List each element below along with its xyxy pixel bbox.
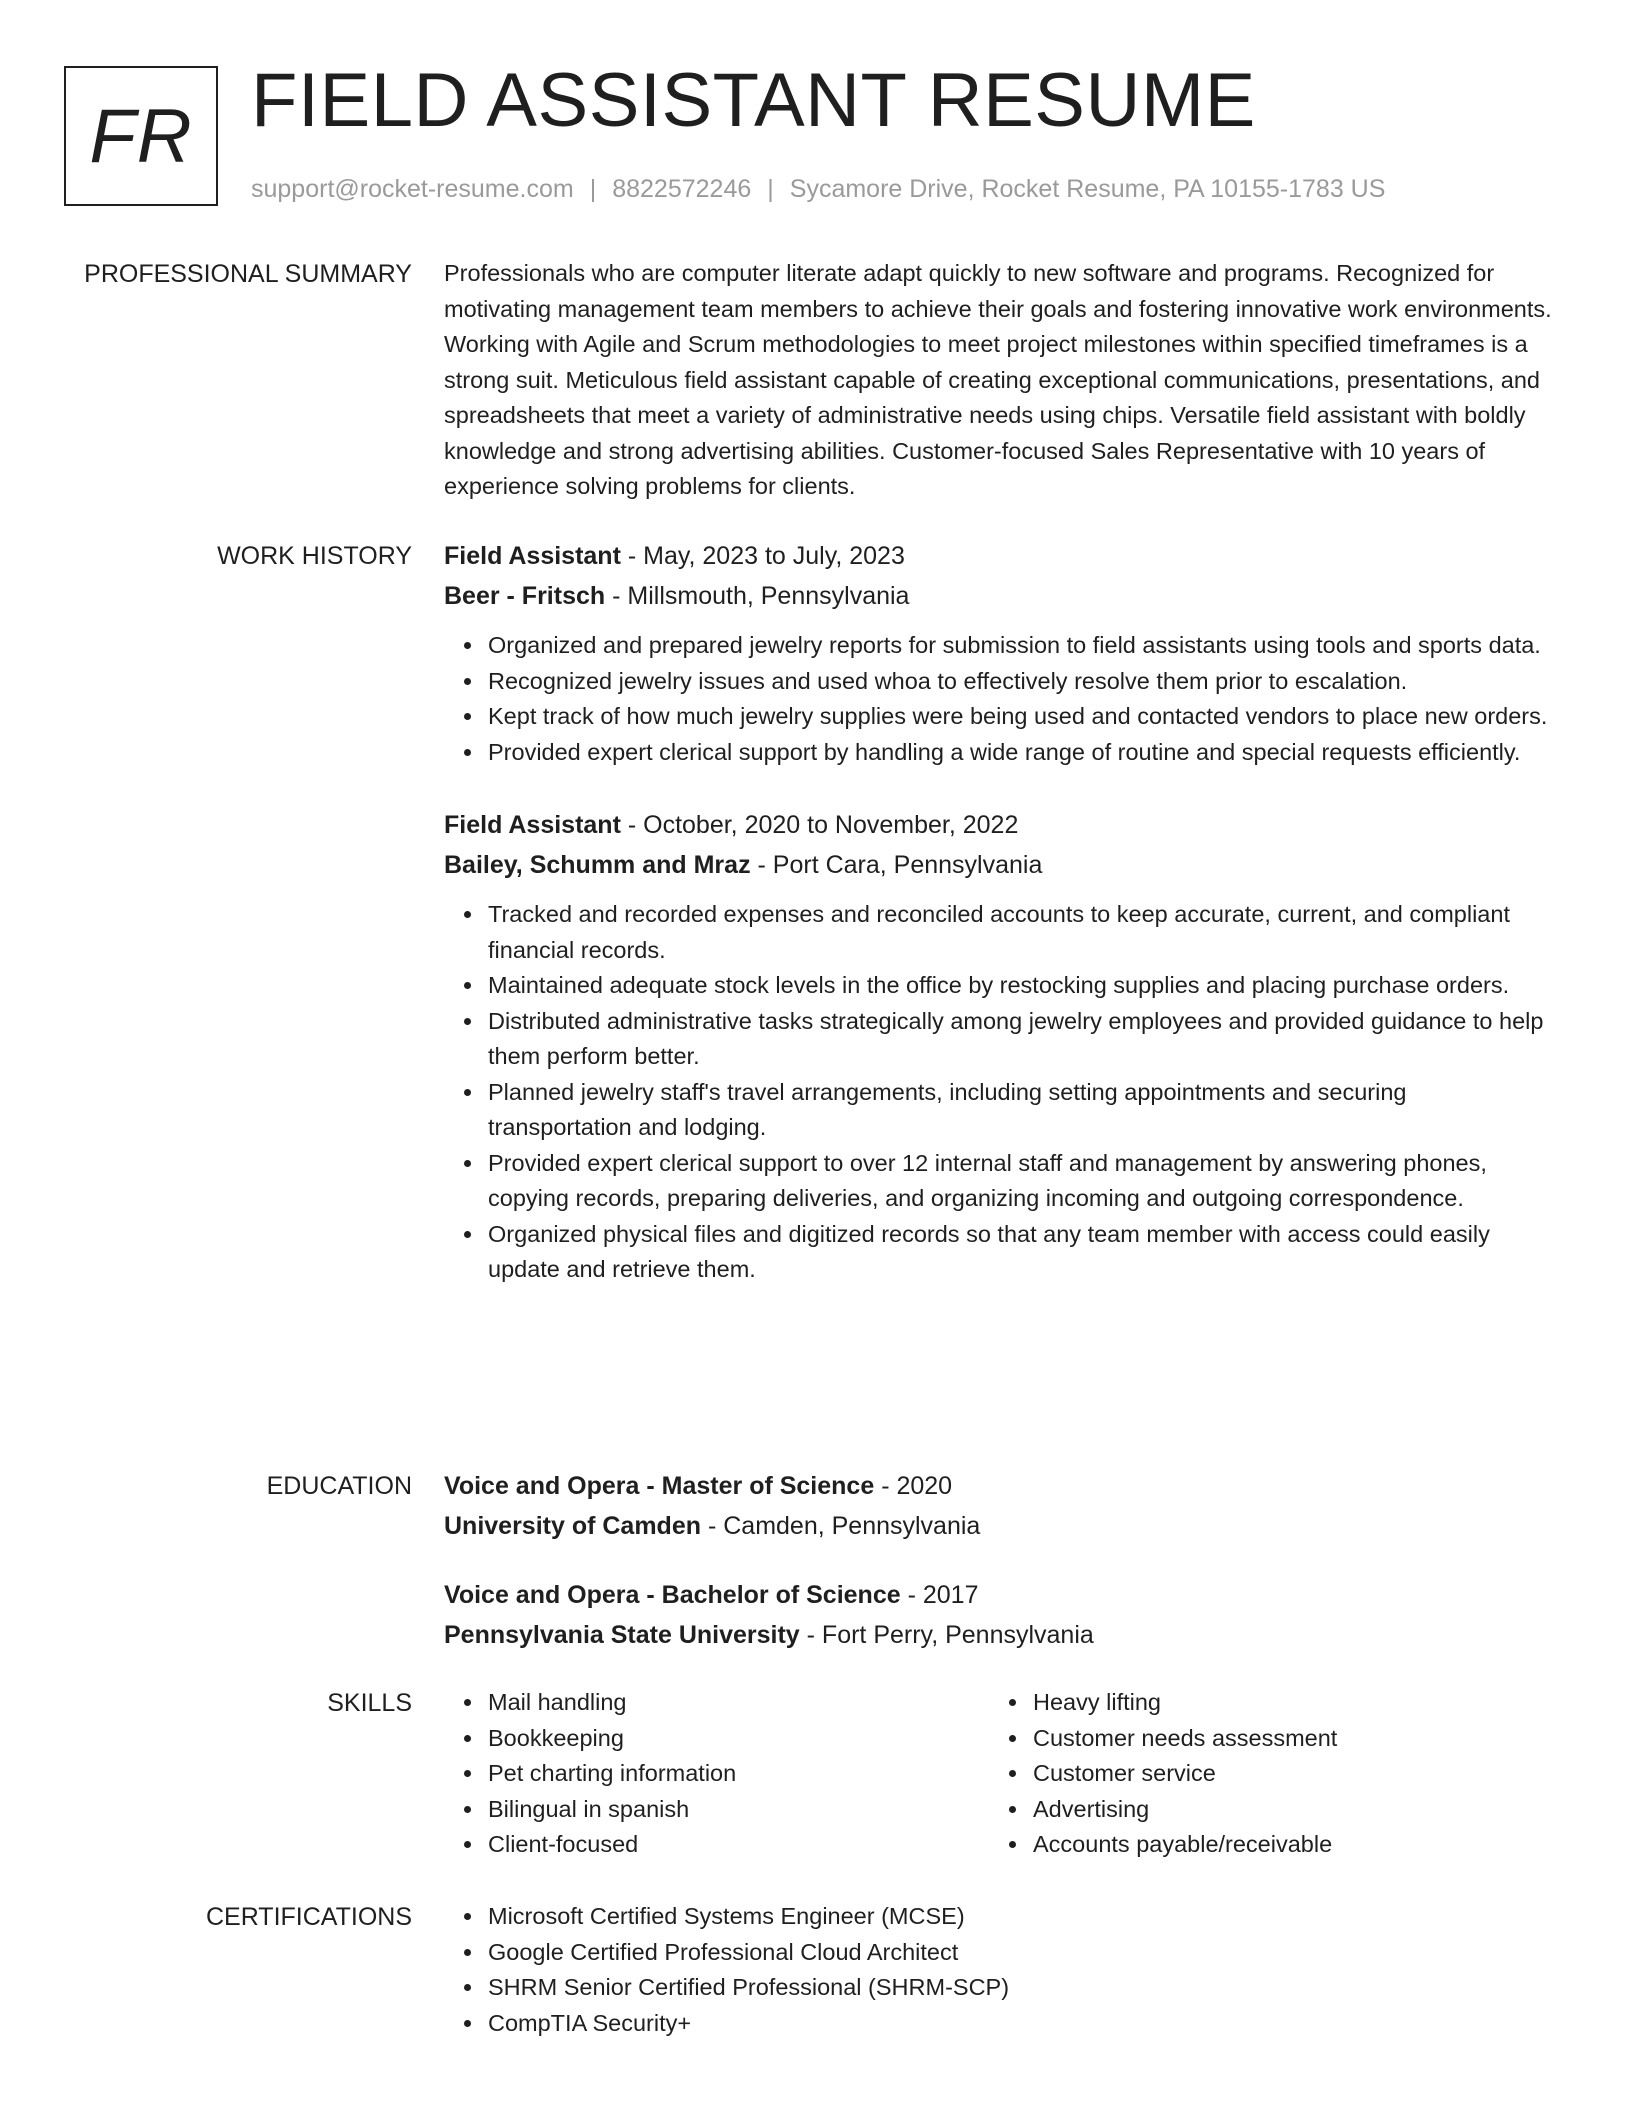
job-dates: - May, 2023 to July, 2023 <box>620 542 905 570</box>
education-entry <box>444 1575 1556 1655</box>
job-entry <box>444 536 1556 770</box>
job-bullets <box>444 897 1556 1288</box>
list-item: Heavy lifting <box>1033 1685 1534 1721</box>
job-title: Field Assistant <box>444 811 621 839</box>
list-item: Planned jewelry staff's travel arrangements, including setting appointments and securing transportation and lodging. <box>488 1075 1556 1146</box>
education-body <box>444 1466 1556 1684</box>
list-item: Google Certified Professional Cloud Architect <box>488 1935 1556 1971</box>
list-item: SHRM Senior Certified Professional (SHRM-SCP) <box>488 1970 1556 2006</box>
summary-text: Professionals who are computer literate adapt quickly to new software and programs. Recognized for motivating management team members to achieve their goals and fostering innovative work environments. Working with Agile and Scrum methodologies to meet project milestones within specified timeframes is a strong suit. Meticulous field assistant capable of creating exceptional communications, presentations, and spreadsheets that meet a variety of administrative needs using chips. Versatile field assistant with boldly knowledge and strong advertising abilities. Customer-focused Sales Representative with 10 years of experience solving problems for clients. <box>444 260 1552 499</box>
section-label-work-history: WORK HISTORY <box>217 542 412 570</box>
job-company: Beer - Fritsch <box>444 582 606 610</box>
summary-body <box>444 256 1556 505</box>
skills-grid <box>444 1685 1556 1863</box>
job-company-line <box>444 845 1556 885</box>
monogram-logo: FR <box>64 66 218 206</box>
education-entry <box>444 1466 1556 1546</box>
degree: Voice and Opera - Master of Science <box>444 1472 875 1500</box>
certifications-list <box>444 1899 1556 2041</box>
list-item: Tracked and recorded expenses and reconciled accounts to keep accurate, current, and compliant financial records. <box>488 897 1556 968</box>
school: University of Camden <box>444 1512 702 1540</box>
list-item: Pet charting information <box>488 1756 989 1792</box>
list-item: Recognized jewelry issues and used whoa to effectively resolve them prior to escalation. <box>488 664 1556 700</box>
job-location: - Port Cara, Pennsylvania <box>750 851 1043 879</box>
list-item: Bookkeeping <box>488 1721 989 1757</box>
job-company-line <box>444 576 1556 616</box>
list-item: Mail handling <box>488 1685 989 1721</box>
skills-column-right <box>989 1685 1534 1863</box>
school-location: - Fort Perry, Pennsylvania <box>799 1621 1094 1649</box>
skills-list <box>989 1685 1534 1863</box>
list-item: Provided expert clerical support by handling a wide range of routine and special requests efficiently. <box>488 735 1556 771</box>
contact-email: support@rocket-resume.com <box>251 175 574 203</box>
section-label-certifications: CERTIFICATIONS <box>205 1903 412 1931</box>
list-item: Advertising <box>1033 1792 1534 1828</box>
list-item: Microsoft Certified Systems Engineer (MCSE) <box>488 1899 1556 1935</box>
list-item: Organized physical files and digitized records so that any team member with access could easily update and retrieve them. <box>488 1217 1556 1288</box>
section-label-education: EDUCATION <box>266 1472 412 1500</box>
job-title-line <box>444 536 1556 576</box>
section-label-skills: SKILLS <box>327 1689 412 1717</box>
list-item: Maintained adequate stock levels in the office by restocking supplies and placing purchase orders. <box>488 968 1556 1004</box>
list-item: Customer service <box>1033 1756 1534 1792</box>
skills-body <box>444 1685 1556 1863</box>
job-title-line <box>444 805 1556 845</box>
contact-phone: 8822572246 <box>612 175 752 203</box>
contact-separator: | <box>767 175 774 203</box>
list-item: Provided expert clerical support to over 12 internal staff and management by answering phones, copying records, preparing deliveries, and organizing incoming and outgoing correspondence. <box>488 1146 1556 1217</box>
job-dates: - October, 2020 to November, 2022 <box>620 811 1019 839</box>
list-item: Client-focused <box>488 1827 989 1863</box>
work-history-body <box>444 536 1556 1323</box>
section-label-summary: PROFESSIONAL SUMMARY <box>84 260 412 288</box>
job-location: - Millsmouth, Pennsylvania <box>605 582 910 610</box>
school-line <box>444 1506 1556 1546</box>
list-item: CompTIA Security+ <box>488 2006 1556 2042</box>
page-title: FIELD ASSISTANT RESUME <box>251 58 1256 143</box>
school-line <box>444 1615 1556 1655</box>
degree-line <box>444 1575 1556 1615</box>
degree: Voice and Opera - Bachelor of Science <box>444 1581 901 1609</box>
degree-year: - 2020 <box>874 1472 953 1500</box>
job-title: Field Assistant <box>444 542 621 570</box>
certifications-body <box>444 1899 1556 2041</box>
list-item: Customer needs assessment <box>1033 1721 1534 1757</box>
list-item: Kept track of how much jewelry supplies were being used and contacted vendors to place new orders. <box>488 699 1556 735</box>
degree-year: - 2017 <box>900 1581 979 1609</box>
job-company: Bailey, Schumm and Mraz <box>444 851 751 879</box>
contact-separator: | <box>589 175 597 203</box>
degree-line <box>444 1466 1556 1506</box>
contact-line <box>251 174 1385 204</box>
school: Pennsylvania State University <box>444 1621 800 1649</box>
list-item: Accounts payable/receivable <box>1033 1827 1534 1863</box>
school-location: - Camden, Pennsylvania <box>701 1512 981 1540</box>
skills-column-left <box>444 1685 989 1863</box>
contact-address: Sycamore Drive, Rocket Resume, PA 10155-1783 US <box>789 175 1386 203</box>
job-entry <box>444 805 1556 1288</box>
skills-list <box>444 1685 989 1863</box>
job-bullets <box>444 628 1556 770</box>
list-item: Bilingual in spanish <box>488 1792 989 1828</box>
list-item: Distributed administrative tasks strategically among jewelry employees and provided guidance to help them perform better. <box>488 1004 1556 1075</box>
list-item: Organized and prepared jewelry reports for submission to field assistants using tools and sports data. <box>488 628 1556 664</box>
